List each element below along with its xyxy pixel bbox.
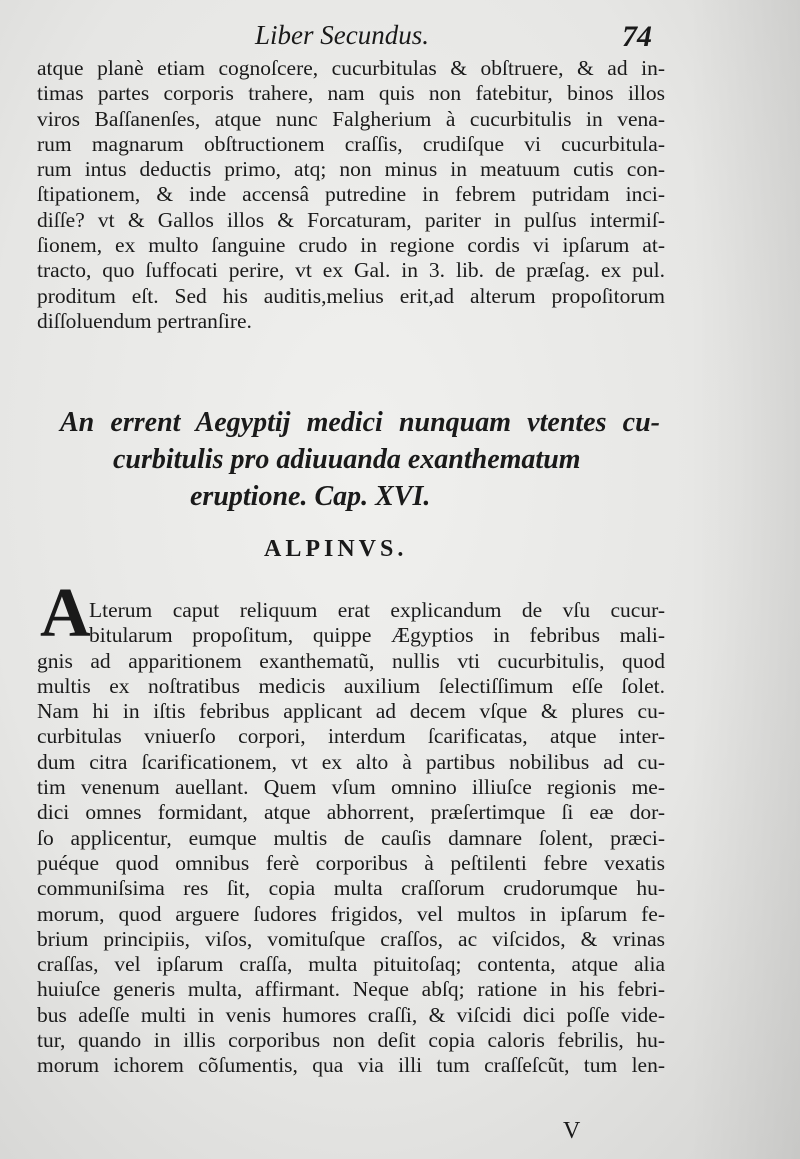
text-line: dum citra ſcarificationem, vt ex alto à partibus nobilibus ad cu- — [37, 749, 665, 774]
drop-cap: A — [40, 575, 91, 652]
chapter-title-line: An errent Aegyptij medici nunquam vtentes cu- — [60, 407, 660, 438]
chapter-title-line: eruptione. Cap. XVI. — [190, 481, 431, 512]
text-line: huiuſce generis multa, affirmant. Neque abſq; ratione in his febri- — [37, 977, 665, 1002]
text-line: morum ichorem cõſumentis, qua via illi tum craſſeſcũt, tum len- — [37, 1053, 665, 1078]
text-line: dici omnes formidant, atque abhorrent, præſertimque ſi eæ dor- — [37, 800, 665, 825]
chapter-title-line: curbitulis pro adiuuanda exanthematum — [113, 444, 581, 475]
text-line: ſionem, ex multo ſanguine crudo in regione cordis vi ipſarum at- — [37, 233, 665, 258]
text-line: bus adeſſe multi in venis humores craſſi, & viſcidi dici poſſe vide- — [37, 1002, 665, 1027]
text-line: puéque quod omnibus ferè corporibus à peſtilenti febre vexatis — [37, 850, 665, 875]
text-line: morum, quod arguere ſudores frigidos, vel multos in ipſarum fe- — [37, 901, 665, 926]
text-line: curbitulas vniuerſo corpori, interdum ſcarificatas, atque inter- — [37, 724, 665, 749]
paragraph-2 — [37, 598, 665, 1079]
text-line: diſſoluendum pertranſire. — [37, 308, 252, 333]
text-line: diſſe? vt & Gallos illos & Forcaturam, pariter in pulſus intermiſ- — [37, 207, 665, 232]
text-line: ſo applicentur, eumque multis de cauſis damnare ſolent, præci- — [37, 825, 665, 850]
paragraph-1 — [37, 56, 665, 334]
text-line: rum magnarum obſtructionem craſſis, crudiſque vi cucurbitula- — [37, 131, 665, 156]
text-line: proditum eſt. Sed his auditis,melius erit,ad alterum propoſitorum — [37, 283, 665, 308]
text-line: gnis ad apparitionem exanthematũ, nullis vti cucurbitulis, quod — [37, 648, 665, 673]
page-shadow — [690, 0, 800, 1159]
text-line: ſtipationem, & inde accensâ putredine in febrem putridam inci- — [37, 182, 665, 207]
chapter-title — [60, 404, 660, 515]
text-line: tracto, quo ſuffocati perire, vt ex Gal. in 3. lib. de præſag. ex pul. — [37, 258, 665, 283]
catchword: V — [563, 1118, 581, 1144]
text-line: Lterum caput reliquum erat explicandum de vſu cucur- — [89, 598, 665, 622]
text-line: timas partes corporis trahere, nam quis non fatebitur, binos illos — [37, 81, 665, 106]
text-line: brium principiis, viſos, vomituſque craſſos, ac viſcidos, & vrinas — [37, 926, 665, 951]
text-line: tim venenum auellant. Quem vſum omnino illiuſce regionis me- — [37, 775, 665, 800]
text-line: Nam hi in iſtis febribus applicant ad decem vſque & plures cu- — [37, 699, 665, 724]
speaker-heading: ALPINVS. — [264, 536, 408, 562]
running-head: Liber Secundus. — [255, 20, 429, 50]
text-line: tur, quando in illis corporibus non deſit copia caloris febrilis, hu- — [37, 1028, 665, 1053]
page-number: 74 — [622, 20, 652, 53]
text-line: atque planè etiam cognoſcere, cucurbitulas & obſtruere, & ad in- — [37, 56, 665, 80]
text-line: communiſsima res ſit, copia multa craſſorum crudorumque hu- — [37, 876, 665, 901]
text-line: multis ex noſtratibus medicis auxilium ſelectiſſimum eſſe ſolet. — [37, 673, 665, 698]
text-line: craſſas, vel ipſarum craſſa, multa pituitoſaq; contenta, atque alia — [37, 952, 665, 977]
text-line: rum intus deductis primo, atq; non minus in meatuum cutis con- — [37, 157, 665, 182]
text-line: viros Baſſanenſes, atque nunc Falgherium à cucurbitulis in vena- — [37, 106, 665, 131]
text-line: bitularum propoſitum, quippe Ægyptios in febribus mali- — [89, 623, 665, 648]
